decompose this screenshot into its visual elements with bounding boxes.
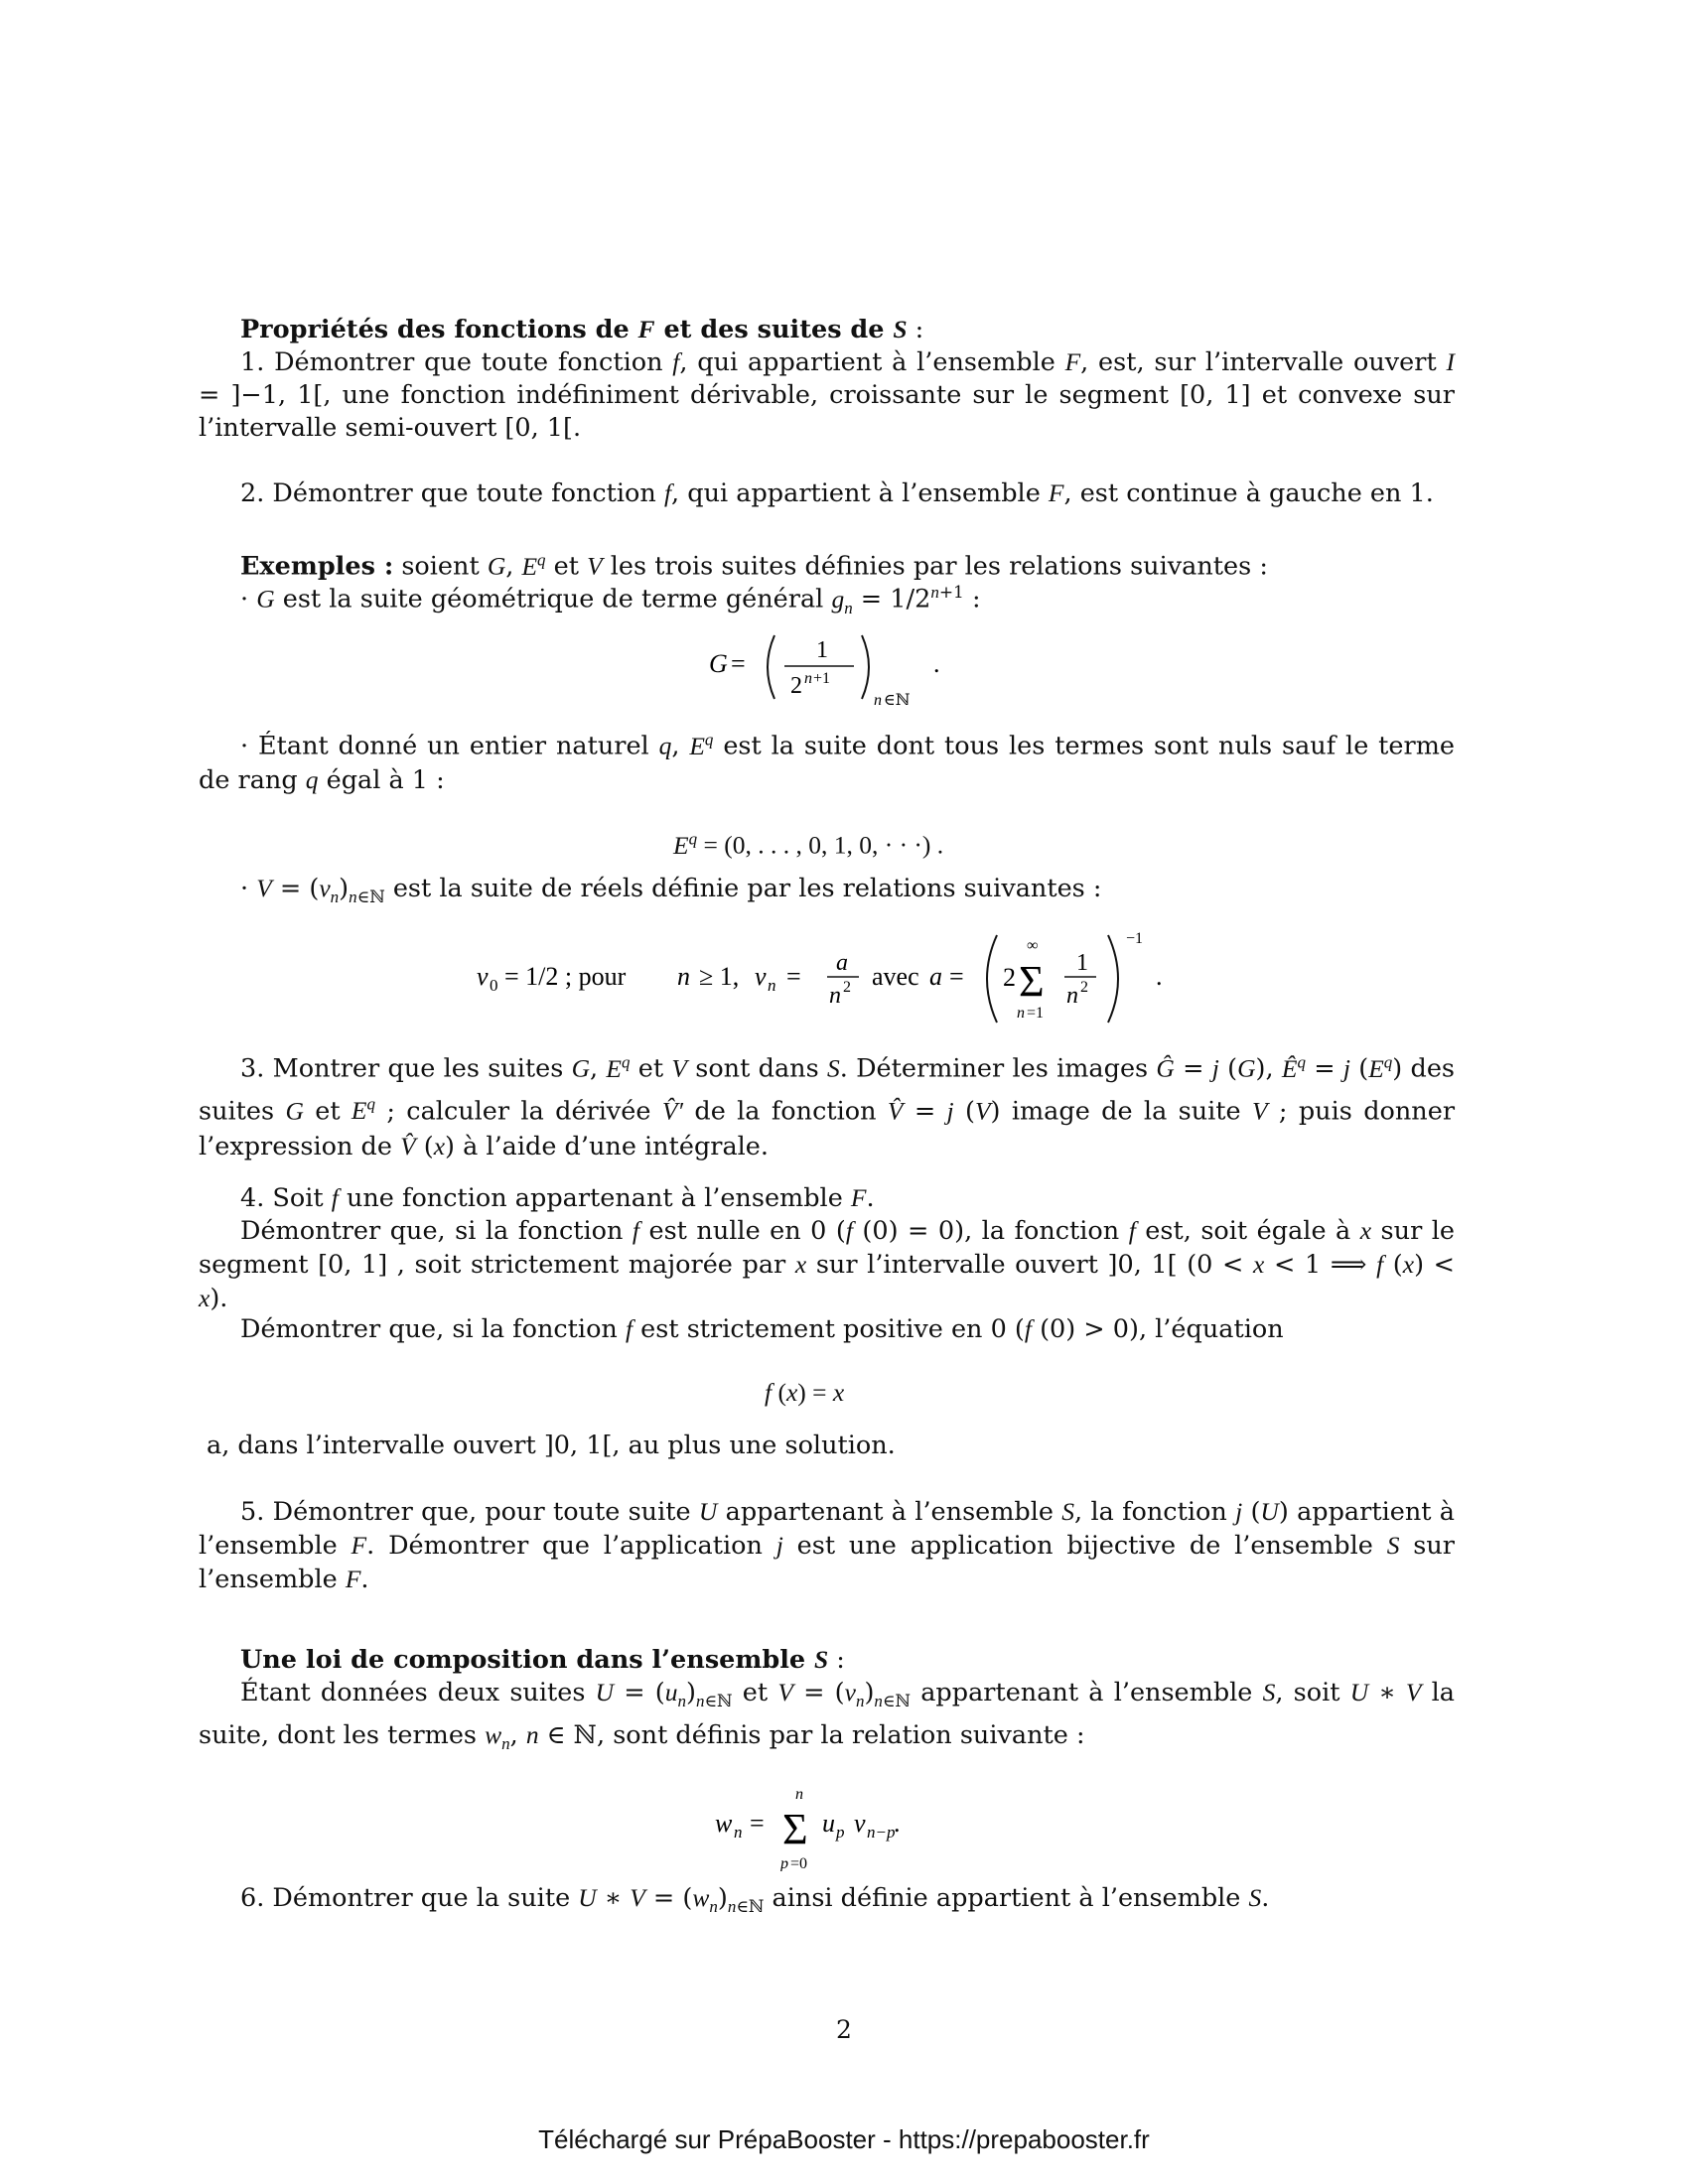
svg-text:p: p	[836, 1823, 845, 1842]
question-2: 2. Démontrer que toute fonction f, qui appartient à l’ensemble F, est continue à gauche en 1.	[240, 478, 1434, 508]
formula-wn	[695, 1777, 953, 1871]
formula-g	[695, 625, 953, 710]
svg-text:v: v	[854, 1809, 866, 1838]
svg-text:≥ 1,: ≥ 1,	[699, 962, 740, 991]
footer-download-note: Téléchargé sur PrépaBooster - https://prepabooster.fr	[538, 2124, 1150, 2154]
question-4-part3: a, dans l’intervalle ouvert ]0, 1[, au plus une solution.	[207, 1431, 896, 1460]
composition-text: Étant données deux suites $U = (u_n)_{n\in ℕ}$ et $V = (v_n)_{n\in ℕ}$ appartenant à l’ensemble S, soit U ∗ V la suite, dont les termes $w_n$, n ∈ ℕ, sont définis par la relation suivante :	[199, 1678, 1455, 1754]
svg-text:=: =	[731, 649, 746, 678]
svg-text:=0: =0	[790, 1855, 808, 1871]
question-4-part1: Démontrer que, si la fonction f est nulle en 0 (f (0) = 0), la fonction f est, soit égale à x sur le segment [0, 1] , soit strictement majorée par x sur l’intervalle ouvert ]0, 1[ (0 < x < 1 ⟹ f (x) < x).	[199, 1216, 1456, 1313]
question-5: 5. Démontrer que, pour toute suite U appartenant à l’ensemble S, la fonction j (U) appartient à l’ensemble F. Démontrer que l’application j est une application bijective de l’ensemble S sur l’ensemble F.	[199, 1497, 1455, 1594]
svg-text:n: n	[734, 1823, 743, 1842]
svg-text:0: 0	[490, 976, 498, 995]
svg-text:2: 2	[843, 979, 851, 996]
svg-text:u: u	[822, 1809, 835, 1838]
examples-intro: Exemples : soient G, $E^q$ et V les trois suites définies par les relations suivantes :	[240, 550, 1268, 582]
svg-text:n: n	[768, 976, 776, 995]
svg-text:2: 2	[1003, 963, 1016, 992]
svg-text:a: a	[929, 962, 942, 991]
svg-text:.: .	[1156, 962, 1163, 991]
svg-text:v: v	[755, 962, 767, 991]
svg-text:=: =	[786, 962, 801, 991]
svg-text:w: w	[715, 1809, 733, 1838]
svg-text:G: G	[709, 649, 728, 678]
section-heading-composition: Une loi de composition dans l’ensemble S :	[240, 1645, 845, 1675]
svg-text:.: .	[933, 649, 940, 678]
svg-text:n: n	[829, 983, 841, 1009]
question-6: 6. Démontrer que la suite U ∗ $V = (w_n)_{n\in ℕ}$ ainsi définie appartient à l’ensemble S.	[240, 1883, 1270, 1918]
section-heading-properties: Propriétés des fonctions de F et des suites de S :	[240, 315, 924, 344]
svg-text:n: n	[1066, 983, 1078, 1009]
question-3: 3. Montrer que les suites G, $E^q$ et V sont dans S. Déterminer les images Ĝ = j (G), $Ê^q = j$ $(E^q)$ des suites G et $E^q$ ; calculer la dérivée V̂′ de la fonction V̂ = j (V) image de la suite V ; puis donner l’expression de V̂ (x) à l’aide d’une intégrale.	[199, 1052, 1456, 1161]
example-e-line: · Étant donné un entier naturel q, $E^q$ est la suite dont tous les termes sont nuls sauf le terme de rang q égal à 1 :	[199, 730, 1455, 795]
formula-e: $E^q = (0$, . . . , 0, 1, 0, · · ·) .	[673, 829, 944, 860]
svg-text:∞: ∞	[1027, 937, 1039, 954]
svg-text:2: 2	[790, 673, 802, 699]
svg-text:=1: =1	[1027, 1005, 1045, 1022]
svg-text:−1: −1	[1126, 930, 1144, 947]
svg-text:.: .	[894, 1809, 901, 1838]
svg-text:avec: avec	[872, 962, 919, 991]
question-1: 1. Démontrer que toute fonction f, qui appartient à l’ensemble F, est, sur l’intervalle ouvert I = ]−1, 1[, une fonction indéfiniment dérivable, croissante sur le segment [0, 1] et convexe sur l’intervalle semi-ouvert [0, 1[.	[199, 347, 1455, 443]
svg-text:n−p: n−p	[867, 1823, 896, 1842]
svg-text:1: 1	[1076, 950, 1088, 976]
svg-text:n: n	[804, 670, 812, 687]
example-g-line: · G est la suite géométrique de terme général $g_n = 1/2^{n+1}$ :	[240, 583, 981, 617]
svg-text:n: n	[795, 1786, 803, 1803]
svg-text:=: =	[949, 962, 964, 991]
svg-text:∈ℕ: ∈ℕ	[884, 692, 911, 709]
formula-v	[467, 923, 1182, 1032]
svg-text:p: p	[780, 1855, 788, 1871]
svg-text:v: v	[477, 962, 489, 991]
svg-text:1: 1	[816, 637, 828, 663]
svg-text:a: a	[836, 950, 848, 976]
question-4-part2: Démontrer que, si la fonction f est strictement positive en 0 (f (0) > 0), l’équation	[240, 1314, 1284, 1344]
svg-text:+1: +1	[813, 670, 831, 687]
svg-text:n: n	[1017, 1005, 1025, 1022]
svg-text:Σ: Σ	[782, 1805, 808, 1853]
question-4-intro: 4. Soit f une fonction appartenant à l’ensemble F.	[240, 1183, 875, 1213]
svg-text:Σ: Σ	[1019, 957, 1045, 1006]
svg-text:=: =	[750, 1809, 765, 1838]
svg-text:= 1/2 ; pour: = 1/2 ; pour	[504, 962, 627, 991]
example-v-line: · $V = (v_n)_{n\in ℕ}$ est la suite de réels définie par les relations suivantes :	[240, 874, 1102, 908]
svg-text:n: n	[677, 962, 690, 991]
page-number: 2	[836, 2015, 852, 2044]
svg-text:2: 2	[1080, 979, 1088, 996]
formula-fixed-point: f (x) = x	[765, 1378, 845, 1407]
svg-text:n: n	[874, 692, 882, 709]
